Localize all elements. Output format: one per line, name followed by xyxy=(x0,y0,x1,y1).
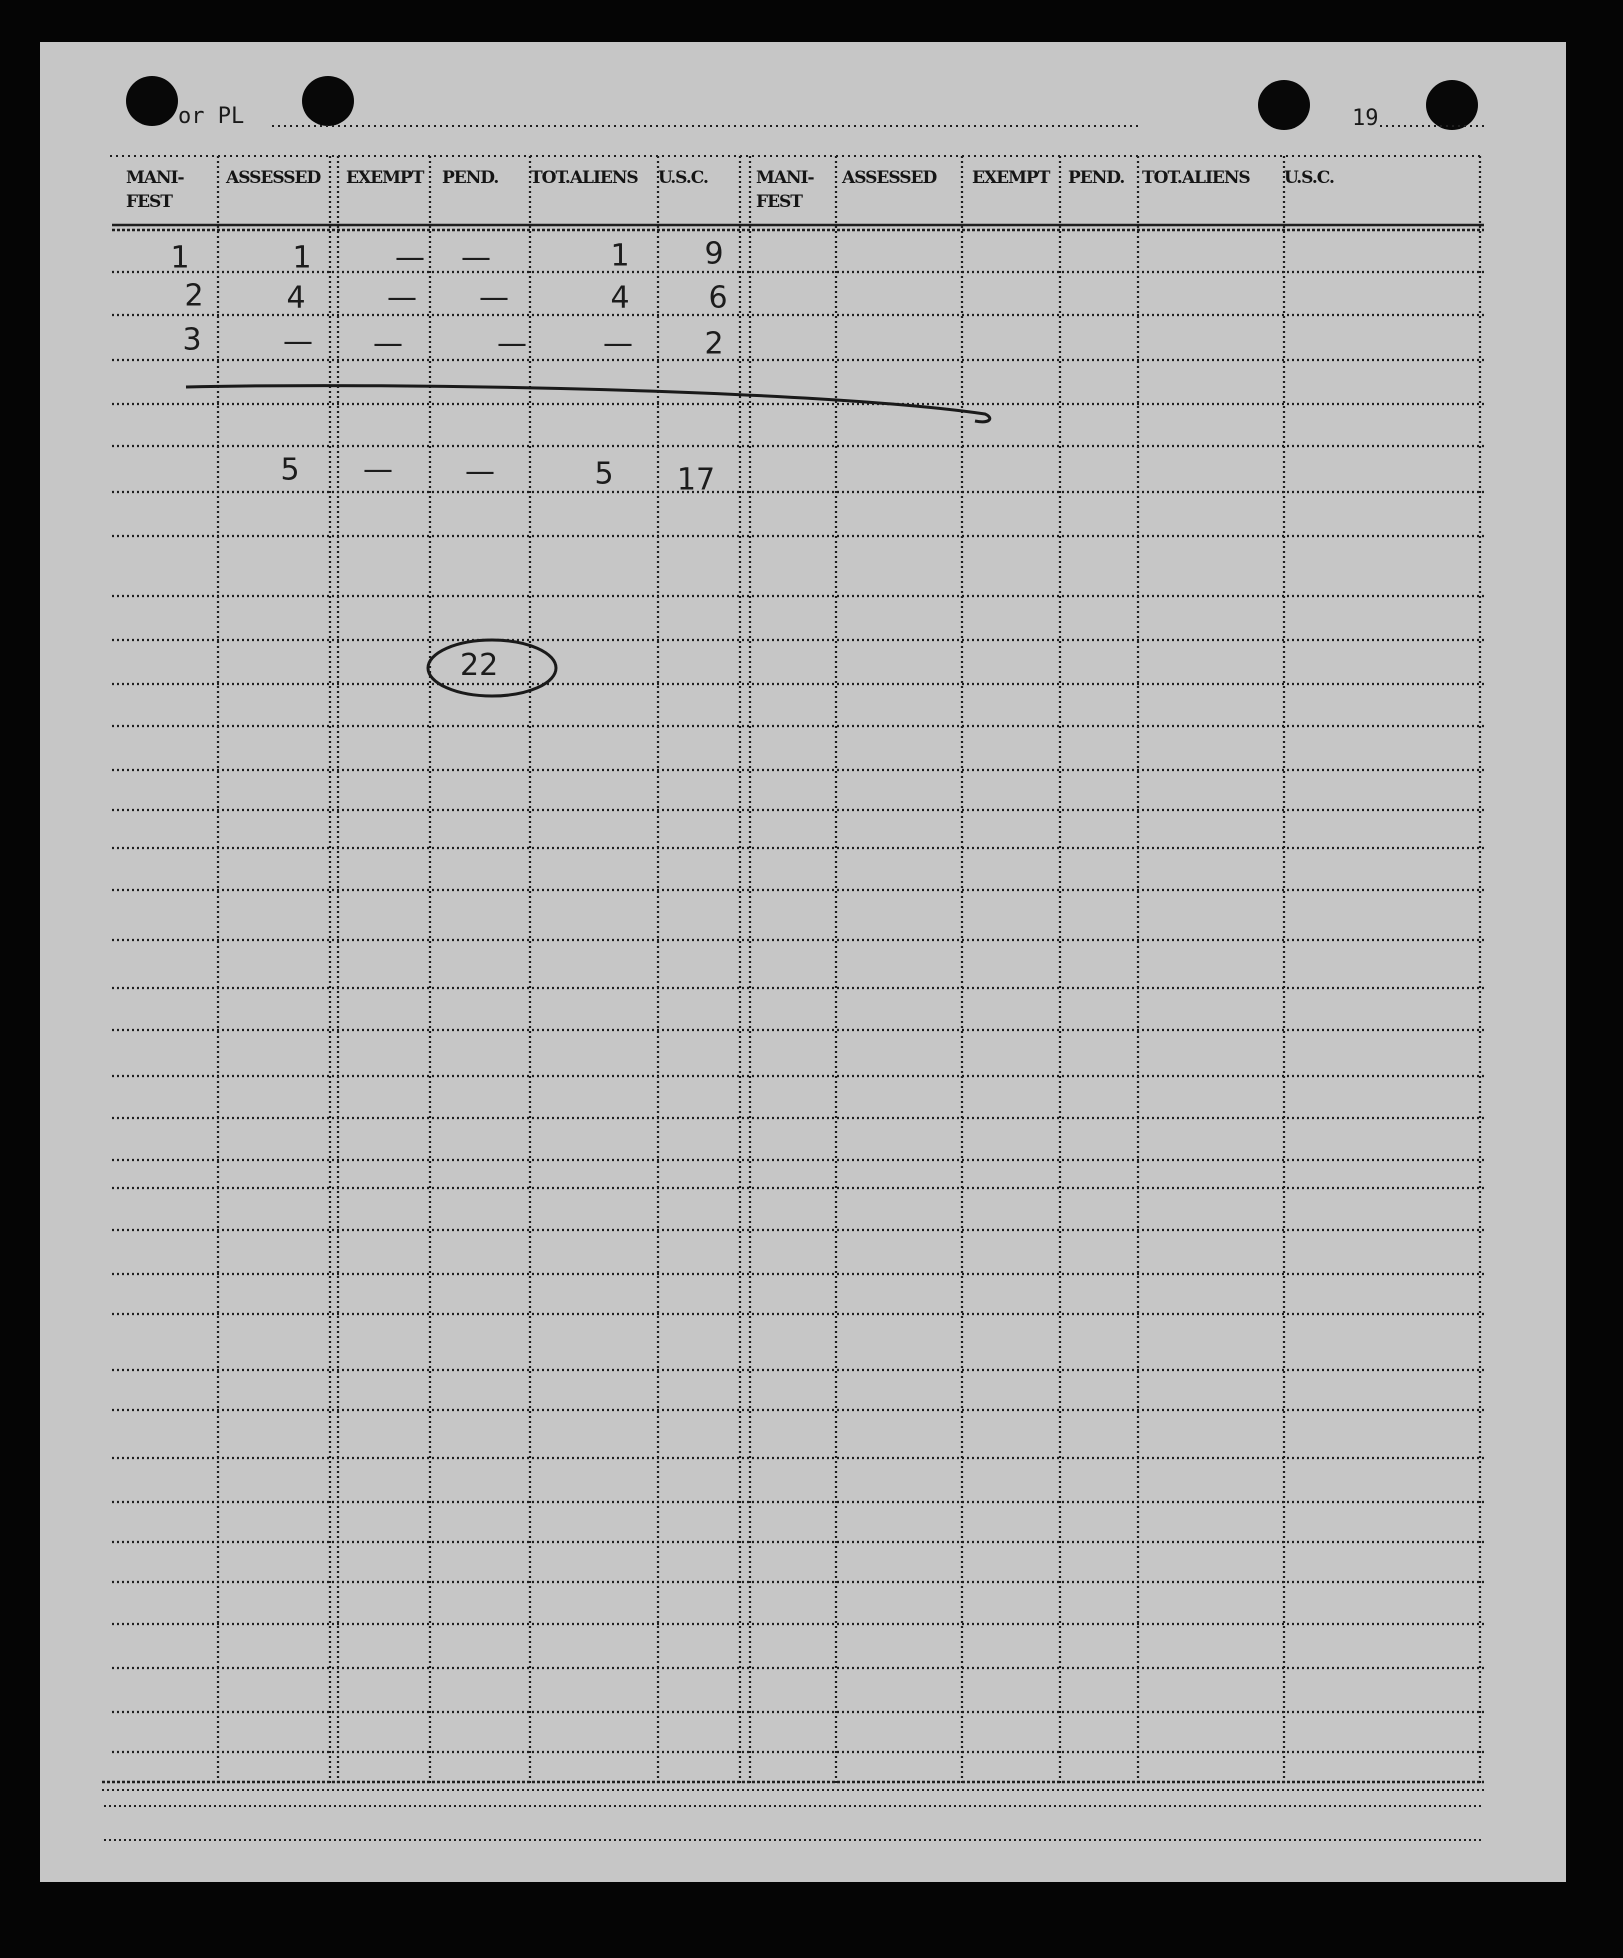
col-header-manifest: MANI- FEST xyxy=(126,168,184,212)
col-header-pend-right: PEND. xyxy=(1068,168,1125,188)
entry-assessed: 4 xyxy=(286,280,306,316)
circled-note: 22 xyxy=(460,648,499,683)
entry-usc: 9 xyxy=(704,236,724,272)
entry-tot-aliens: 4 xyxy=(610,280,630,316)
col-header-assessed-right: ASSESSED xyxy=(842,168,937,188)
col-header-usc: U.S.C. xyxy=(658,168,708,188)
col-header-usc-right: U.S.C. xyxy=(1284,168,1334,188)
entry-assessed: — xyxy=(283,324,313,360)
total-exempt: — xyxy=(363,452,393,488)
entry-usc: 2 xyxy=(704,326,724,362)
total-usc: 17 xyxy=(676,462,716,498)
heading-year: 19 xyxy=(1352,106,1379,131)
entry-manifest: 1 xyxy=(170,240,190,276)
heading-prefix: or PL xyxy=(178,104,245,129)
entry-pend: — xyxy=(479,280,509,316)
col-header-manifest-right: MANI- FEST xyxy=(756,168,814,212)
entry-exempt: — xyxy=(395,240,425,276)
total-assessed: 5 xyxy=(280,452,300,488)
col-header-tot-aliens: TOT.ALIENS xyxy=(530,168,638,188)
col-header-assessed: ASSESSED xyxy=(226,168,321,188)
entry-pend: — xyxy=(461,240,491,276)
col-header-exempt: EXEMPT xyxy=(346,168,424,188)
entry-exempt: — xyxy=(387,280,417,316)
col-header-tot-aliens-right: TOT.ALIENS xyxy=(1142,168,1250,188)
entry-manifest: 3 xyxy=(182,322,202,358)
entry-tot-aliens: — xyxy=(603,326,633,362)
total-pend: — xyxy=(465,454,495,490)
col-header-exempt-right: EXEMPT xyxy=(972,168,1050,188)
entry-exempt: — xyxy=(373,326,403,362)
entry-tot-aliens: 1 xyxy=(610,238,630,274)
entry-assessed: 1 xyxy=(292,240,312,276)
entry-pend: — xyxy=(497,326,527,362)
total-tot-aliens: 5 xyxy=(594,456,614,492)
entry-usc: 6 xyxy=(708,280,728,316)
col-header-pend: PEND. xyxy=(442,168,499,188)
entry-manifest: 2 xyxy=(184,278,204,314)
